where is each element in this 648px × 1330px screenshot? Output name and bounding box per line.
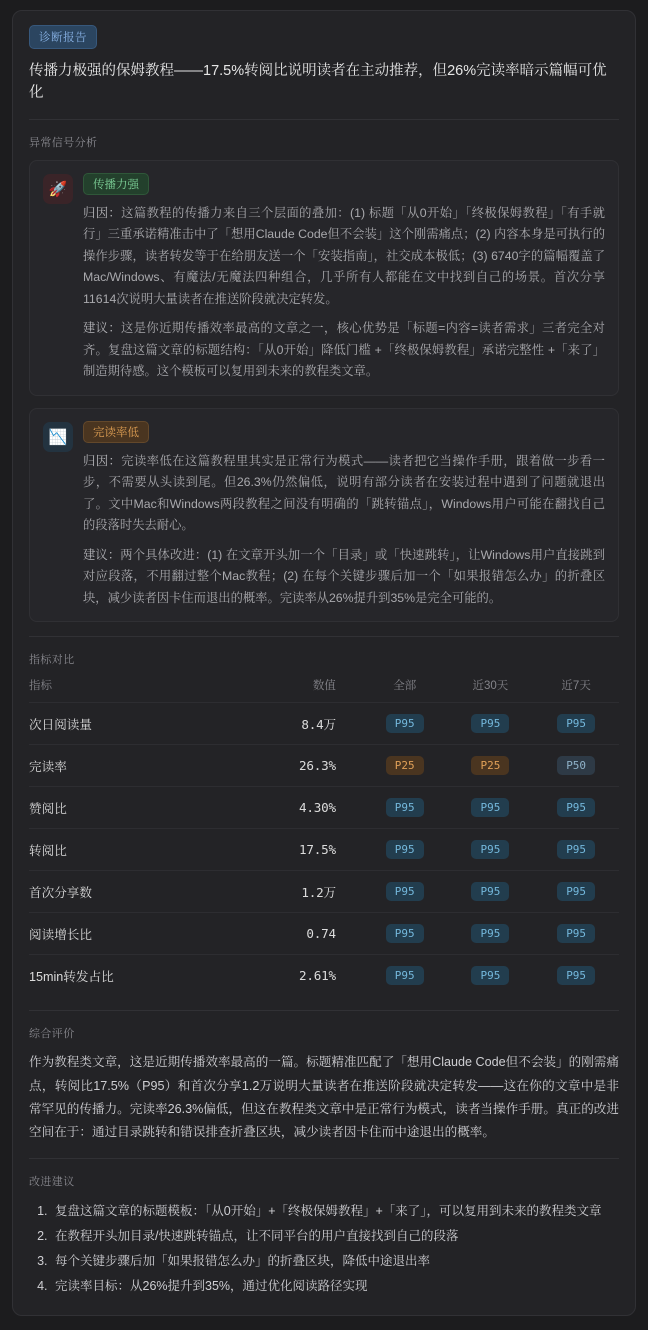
metric-name: 转阅比 bbox=[29, 829, 220, 871]
signal-advice-text: 这是你近期传播效率最高的文章之一，核心优势是「标题=内容=读者需求」三者完全对齐。复盘这篇文章的标题结构：「从0开始」降低门槛 +「终极保姆教程」承诺完整性 +「来了」制造期待感。这个模板可以复用到未来的教程类文章。 bbox=[83, 321, 605, 379]
signal-block bbox=[29, 160, 619, 396]
signal-reason-label: 归因： bbox=[83, 453, 122, 468]
percentile-badge: P95 bbox=[471, 924, 509, 943]
table-row bbox=[29, 955, 619, 997]
percentile-30d bbox=[448, 871, 534, 913]
percentile-badge: P95 bbox=[386, 840, 424, 859]
col-value: 数值 bbox=[312, 680, 336, 693]
metric-name: 赞阅比 bbox=[29, 787, 220, 829]
metric-value: 8.4万 bbox=[220, 703, 362, 745]
signal-chip: 完读率低 bbox=[83, 421, 149, 443]
percentile-badge: P95 bbox=[471, 840, 509, 859]
metric-value: 2.61% bbox=[220, 955, 362, 997]
table-row bbox=[29, 829, 619, 871]
signal-advice-text: 两个具体改进：(1) 在文章开头加一个「目录」或「快速跳转」，让Windows用户直接跳到对应段落，不用翻过整个Mac教程；(2) 在每个关键步骤后加一个「如果报错怎么办」的折叠区块，减少读者因卡住而退出的概率。完读率从26%提升到35%是完全可能的。 bbox=[83, 547, 605, 605]
table-row bbox=[29, 913, 619, 955]
signal-reason-text: 这篇教程的传播力来自三个层面的叠加：(1) 标题「从0开始」「终极保姆教程」「有手就行」三重承诺精准击中了「想用Claude Code但不会装」这个刚需痛点；(2) 内容本身是可执行的操作步骤，读者转发等于在给朋友送一个「安装指南」，社交成本极低；(3) 6740字的篇幅覆盖了Mac/Windows、有魔法/无魔法四种组合，几乎所有人都能在文中找到自己的场景。首次分享11614次说明大量读者在推送阶段就决定转发。 bbox=[83, 205, 605, 306]
report-badge: 诊断报告 bbox=[29, 25, 97, 49]
divider bbox=[29, 119, 619, 120]
signal-reason bbox=[83, 203, 605, 311]
metric-value: 26.3% bbox=[220, 745, 362, 787]
percentile-badge: P95 bbox=[557, 966, 595, 985]
percentile-all bbox=[362, 745, 448, 787]
percentile-30d bbox=[448, 829, 534, 871]
percentile-all bbox=[362, 955, 448, 997]
percentile-30d bbox=[448, 745, 534, 787]
list-item: 2. 在教程开头加目录/快速跳转锚点，让不同平台的用户直接找到自己的段落 bbox=[51, 1224, 619, 1249]
metrics-table bbox=[29, 677, 619, 996]
signal-advice bbox=[83, 545, 605, 610]
percentile-badge: P95 bbox=[557, 798, 595, 817]
table-row bbox=[29, 703, 619, 745]
list-item: 4. 完读率目标：从26%提升到35%，通过优化阅读路径实现 bbox=[51, 1274, 619, 1299]
percentile-7d bbox=[533, 829, 619, 871]
col-7d: 近7天 bbox=[561, 680, 591, 693]
percentile-7d bbox=[533, 913, 619, 955]
metric-name: 首次分享数 bbox=[29, 871, 220, 913]
report-card bbox=[12, 10, 636, 1316]
signal-advice-label: 建议： bbox=[83, 547, 121, 562]
divider bbox=[29, 1010, 619, 1011]
divider bbox=[29, 1158, 619, 1159]
signal-advice-label: 建议： bbox=[83, 321, 122, 336]
percentile-30d bbox=[448, 787, 534, 829]
percentile-badge: P25 bbox=[386, 756, 424, 775]
percentile-7d bbox=[533, 871, 619, 913]
metric-value: 1.2万 bbox=[220, 871, 362, 913]
metric-name: 15min转发占比 bbox=[29, 955, 220, 997]
percentile-all bbox=[362, 871, 448, 913]
metric-name: 阅读增长比 bbox=[29, 913, 220, 955]
metric-name: 完读率 bbox=[29, 745, 220, 787]
percentile-badge: P95 bbox=[386, 714, 424, 733]
table-row bbox=[29, 871, 619, 913]
drop-icon: 📉 bbox=[43, 422, 73, 452]
rocket-icon: 🚀 bbox=[43, 174, 73, 204]
percentile-badge: P25 bbox=[471, 756, 509, 775]
table-header-row bbox=[29, 677, 619, 703]
list-item: 3. 每个关键步骤后加「如果报错怎么办」的折叠区块，降低中途退出率 bbox=[51, 1249, 619, 1274]
percentile-badge: P95 bbox=[386, 798, 424, 817]
percentile-all bbox=[362, 913, 448, 955]
percentile-badge: P95 bbox=[471, 966, 509, 985]
col-metric: 指标 bbox=[29, 680, 52, 693]
percentile-badge: P95 bbox=[471, 798, 509, 817]
signal-reason-text: 完读率低在这篇教程里其实是正常行为模式——读者把它当操作手册，跟着做一步看一步，不需要从头读到尾。但26.3%仍然偏低，说明有部分读者在安装过程中遇到了问题就退出了。文中Mac和Windows两段教程之间没有明确的「跳转锚点」，Windows用户可能在翻找自己的段落时失去耐心。 bbox=[83, 453, 605, 533]
percentile-7d bbox=[533, 955, 619, 997]
percentile-7d bbox=[533, 787, 619, 829]
signal-reason bbox=[83, 451, 605, 537]
signals-section-label: 异常信号分析 bbox=[29, 136, 98, 149]
percentile-badge: P95 bbox=[557, 714, 595, 733]
col-30d: 近30天 bbox=[472, 680, 509, 693]
percentile-badge: P95 bbox=[471, 882, 509, 901]
percentile-30d bbox=[448, 955, 534, 997]
percentile-30d bbox=[448, 703, 534, 745]
percentile-badge: P50 bbox=[557, 756, 595, 775]
percentile-all bbox=[362, 787, 448, 829]
percentile-all bbox=[362, 829, 448, 871]
list-item: 1. 复盘这篇文章的标题模板：「从0开始」+「终极保姆教程」+「来了」，可以复用到未来的教程类文章 bbox=[51, 1199, 619, 1224]
table-row bbox=[29, 745, 619, 787]
percentile-badge: P95 bbox=[557, 924, 595, 943]
signal-advice bbox=[83, 318, 605, 383]
metrics-section-label: 指标对比 bbox=[29, 654, 75, 667]
percentile-badge: P95 bbox=[386, 966, 424, 985]
percentile-badge: P95 bbox=[557, 882, 595, 901]
suggestions-list bbox=[29, 1199, 619, 1299]
percentile-all bbox=[362, 703, 448, 745]
summary-text: 作为教程类文章，这是近期传播效率最高的一篇。标题精准匹配了「想用Claude Code但不会装」的刚需痛点，转阅比17.5%（P95）和首次分享1.2万说明大量读者在推送阶段就决定转发——这在你的文章中是非常罕见的传播力。完读率26.3%偏低，但这在教程类文章中是正常行为模式，读者当操作手册。真正的改进空间在于：通过目录跳转和错误排查折叠区块，减少读者因卡住而中途退出的概率。 bbox=[29, 1055, 619, 1140]
summary-section-label: 综合评价 bbox=[29, 1028, 75, 1041]
percentile-30d bbox=[448, 913, 534, 955]
metric-name: 次日阅读量 bbox=[29, 703, 220, 745]
percentile-7d bbox=[533, 745, 619, 787]
percentile-badge: P95 bbox=[386, 882, 424, 901]
suggestions-section-label: 改进建议 bbox=[29, 1176, 75, 1189]
table-row bbox=[29, 787, 619, 829]
percentile-badge: P95 bbox=[471, 714, 509, 733]
metric-value: 4.30% bbox=[220, 787, 362, 829]
divider bbox=[29, 636, 619, 637]
signal-chip: 传播力强 bbox=[83, 173, 149, 195]
signal-reason-label: 归因： bbox=[83, 205, 122, 220]
metric-value: 0.74 bbox=[220, 913, 362, 955]
percentile-badge: P95 bbox=[557, 840, 595, 859]
percentile-badge: P95 bbox=[386, 924, 424, 943]
report-headline: 传播力极强的保姆教程——17.5%转阅比说明读者在主动推荐，但26%完读率暗示篇幅可优化 bbox=[29, 63, 607, 101]
col-all: 全部 bbox=[393, 680, 417, 693]
metric-value: 17.5% bbox=[220, 829, 362, 871]
percentile-7d bbox=[533, 703, 619, 745]
signal-block bbox=[29, 408, 619, 623]
